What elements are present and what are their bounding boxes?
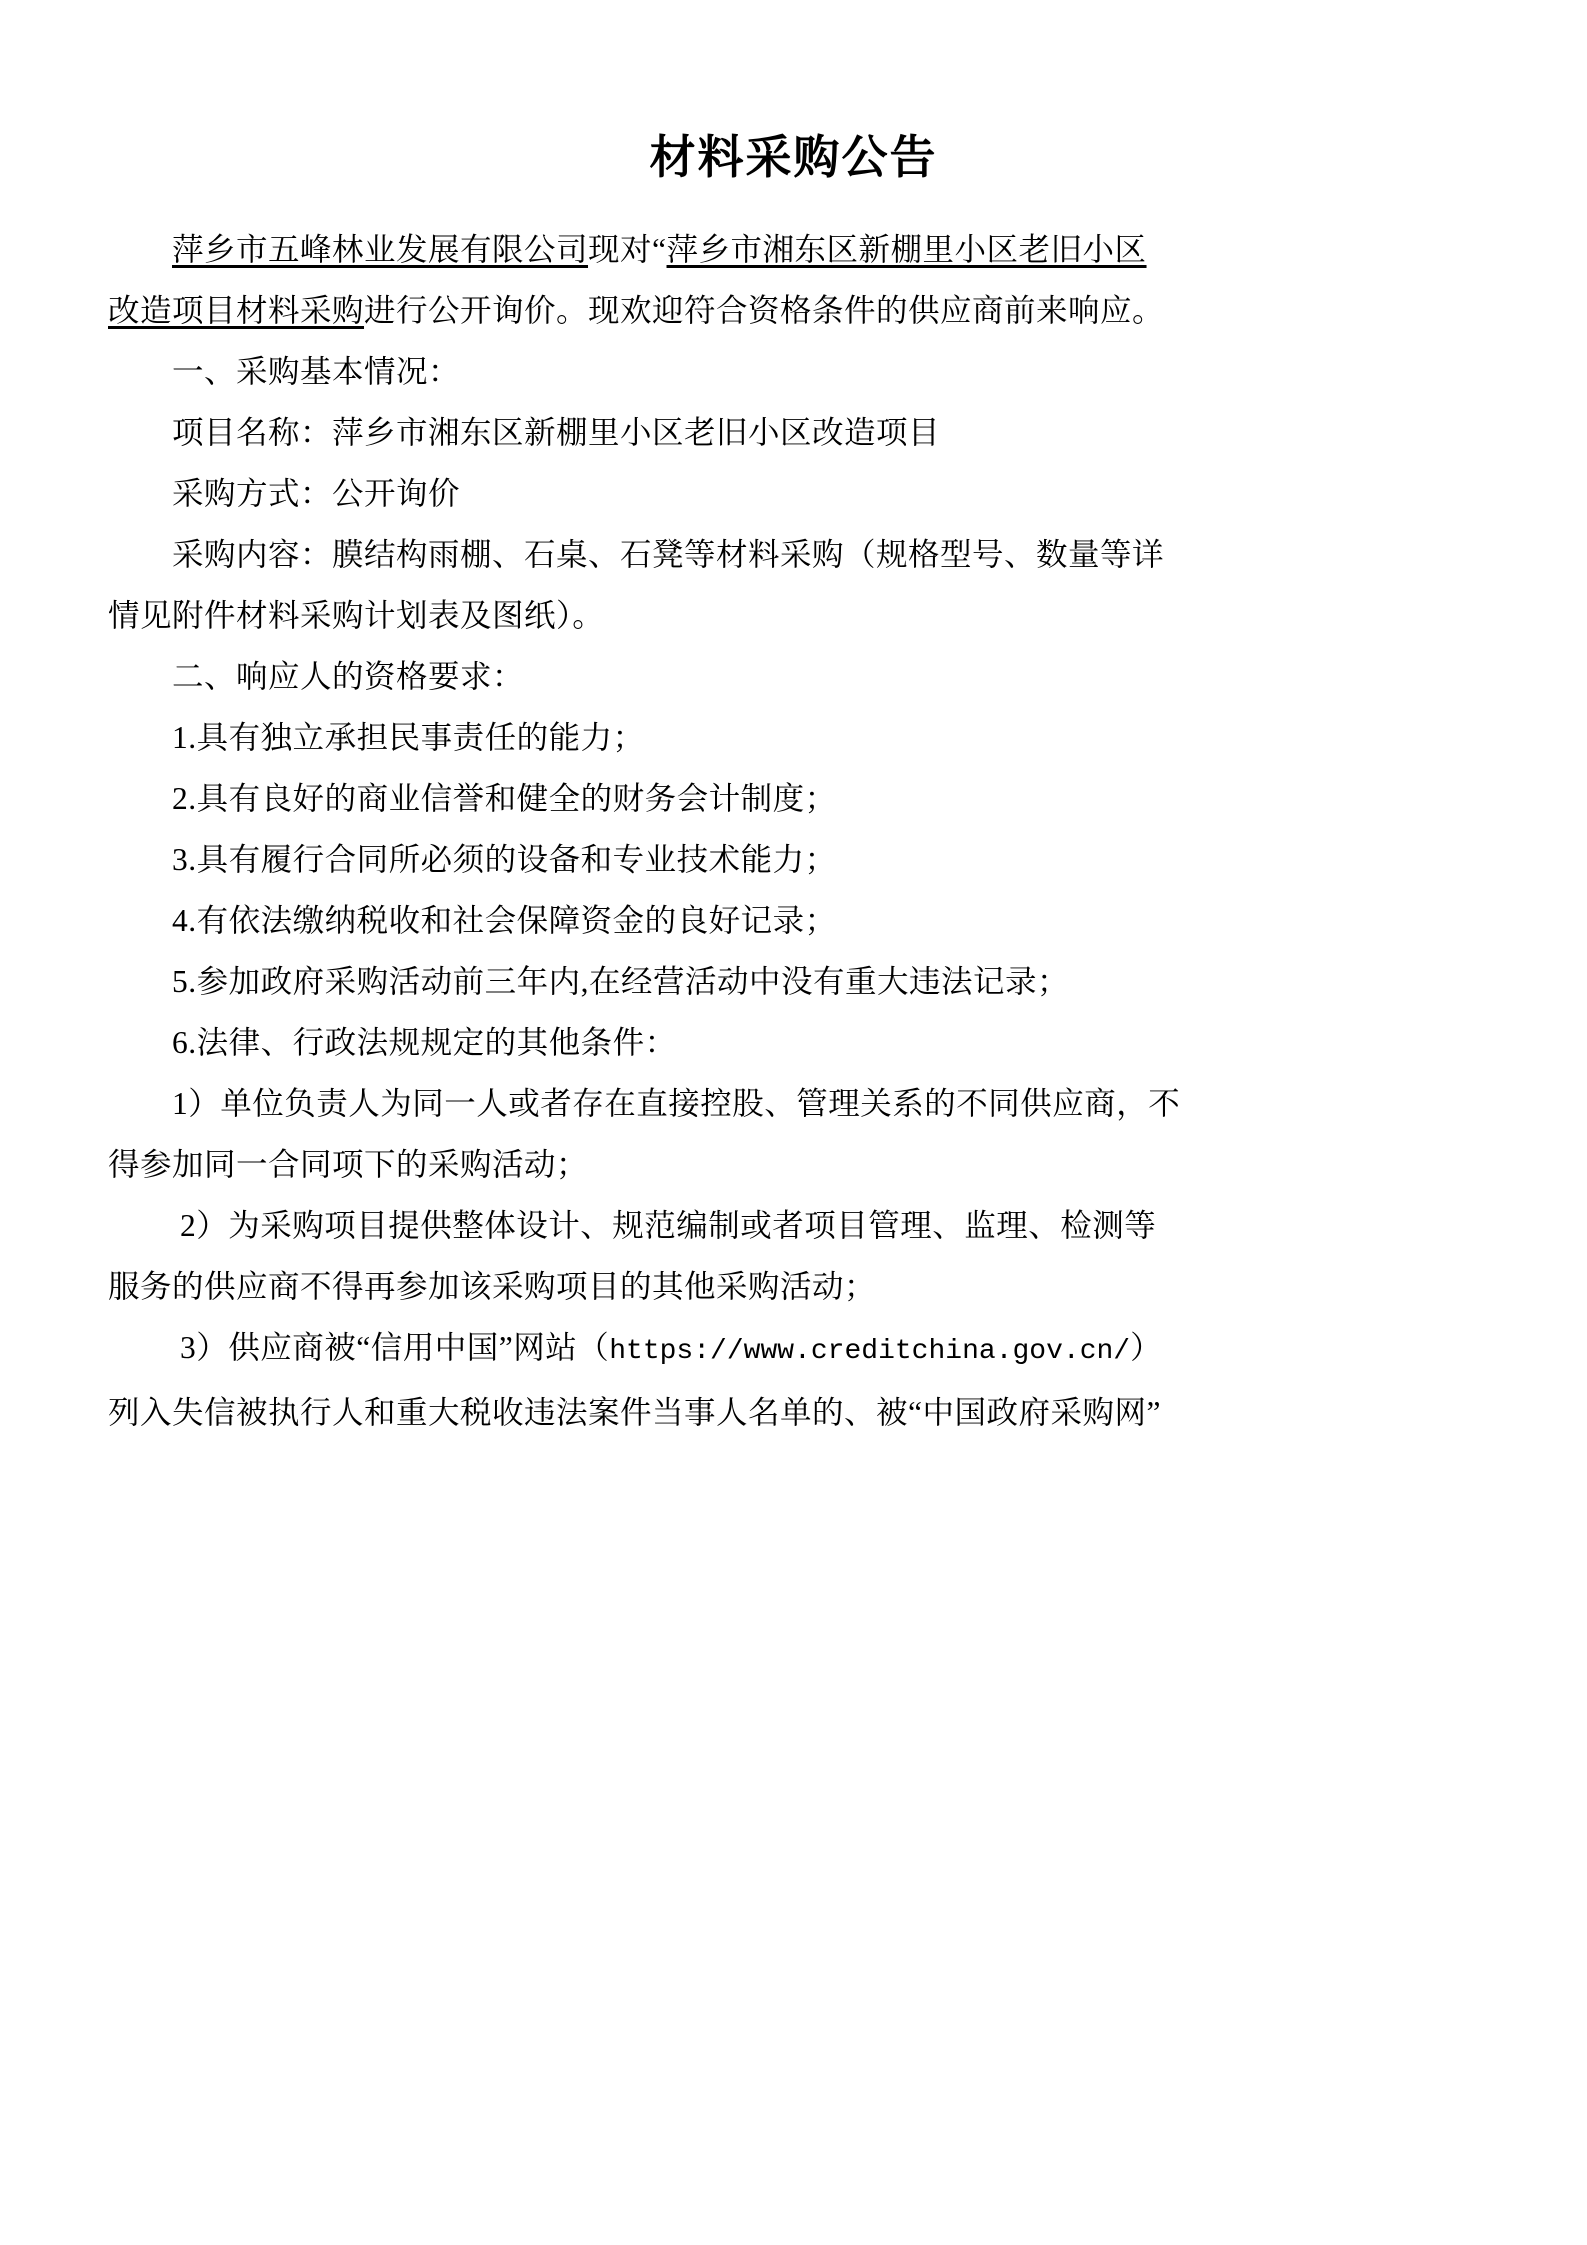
basic-info-item: 采购方式：公开询价 [172,476,461,512]
quote-open: “ [652,232,667,268]
sub-item-line1: 1）单位负责人为同一人或者存在直接控股、管理关系的不同供应商，不 [172,1086,1181,1122]
sub-item-line2: 得参加同一合同项下的采购活动； [108,1147,589,1183]
sub-item-3-prefix: 3）供应商被“信用中国”网站（ [180,1330,610,1366]
sub-item-3-line1 [108,1317,1479,1382]
qualification-item: 2.具有良好的商业信誉和健全的财务会计制度； [172,781,837,817]
section-one-heading: 一、采购基本情况： [172,354,461,390]
sub-item-line2: 服务的供应商不得再参加该采购项目的其他采购活动； [108,1269,877,1305]
company-name: 萍乡市五峰林业发展有限公司 [172,232,589,268]
sub-item-3-suffix: ） [1130,1330,1163,1366]
intro-paragraph-line2 [108,280,1479,341]
project-name-part2: 改造项目材料采购 [108,293,365,329]
intro-tail: 进行公开询价。现欢迎符合资格条件的供应商前来响应。 [364,293,1165,329]
qualification-item: 1.具有独立承担民事责任的能力； [172,720,645,756]
intro-mid: 现对 [588,232,653,268]
qualification-item: 5.参加政府采购活动前三年内,在经营活动中没有重大违法记录； [172,964,1070,1000]
sub-item-3-line2: 列入失信被执行人和重大税收违法案件当事人名单的、被“中国政府采购网” [108,1395,1161,1431]
creditchina-url: https://www.creditchina.gov.cn/ [609,1336,1131,1368]
basic-info-item: 项目名称：萍乡市湘东区新棚里小区老旧小区改造项目 [172,415,941,451]
qualification-item: 3.具有履行合同所必须的设备和专业技术能力； [172,842,837,878]
project-name-part1: 萍乡市湘东区新棚里小区老旧小区 [666,232,1147,268]
qualification-item: 4.有依法缴纳税收和社会保障资金的良好记录； [172,903,837,939]
qualification-item: 6.法律、行政法规规定的其他条件： [172,1025,677,1061]
sub-item-line1: 2）为采购项目提供整体设计、规范编制或者项目管理、监理、检测等 [180,1208,1157,1244]
purchase-content-line1: 采购内容：膜结构雨棚、石桌、石凳等材料采购（规格型号、数量等详 [172,537,1165,573]
section-two-heading: 二、响应人的资格要求： [172,659,525,695]
page-title: 材料采购公告 [649,130,938,184]
intro-paragraph-line1 [108,219,1479,280]
purchase-content-line2: 情见附件材料采购计划表及图纸）。 [108,598,605,634]
